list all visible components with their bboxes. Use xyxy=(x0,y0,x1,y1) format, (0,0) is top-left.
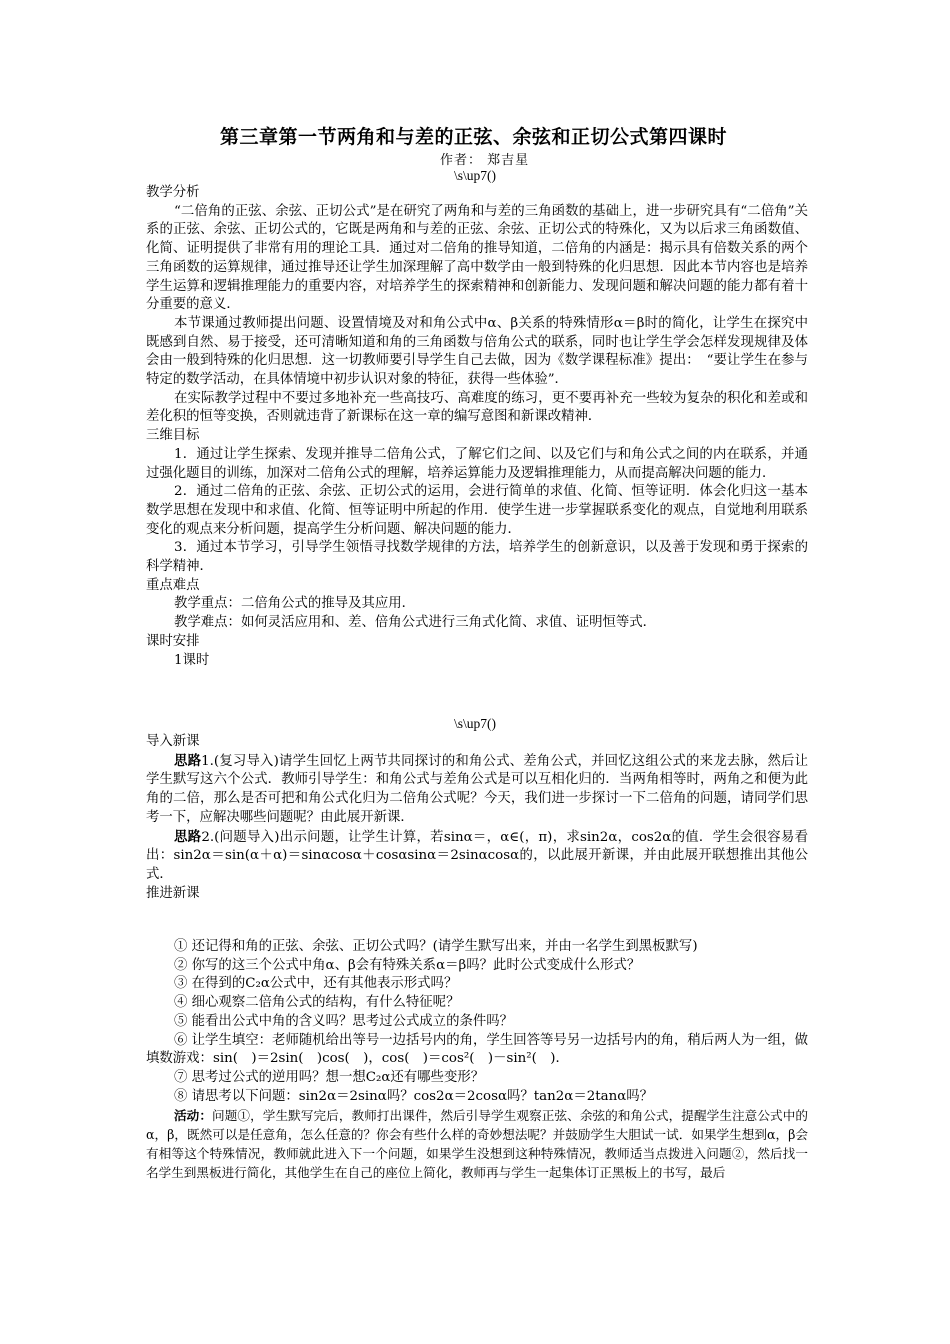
schedule-value: 1课时 xyxy=(174,652,210,668)
idea-label: 思路 xyxy=(174,828,202,845)
activity-text: 问题①，学生默写完后，教师打出课件，然后引导学生观察正弦、余弦的和角公式，提醒学生注意公式中的α，β，既然可以是任意角，怎么任意的？你会有些什么样的奇妙想法呢？并鼓励学生大胆试一试．如果学生想到α，β会有相等这个特殊情况，教师就此进入下一个问题，如果学生没想到这种特殊情况，教师适当点拨进入问题②，然后找一名学生到黑板进行简化，其他学生在自己的座位上简化，教师再与学生一起集体订正黑板上的书写，最后 xyxy=(146,1108,809,1181)
question-item: ⑤ 能看出公式中角的含义吗？思考过公式成立的条件吗？ xyxy=(174,1013,514,1029)
goal-item: 1．通过让学生探索、发现并推导二倍角公式，了解它们之间、以及它们与和角公式之间的内在联系，并通过强化题目的训练，加深对二倍角公式的理解，培养运算能力及逻辑推理能力，从而提高解决问题的能力． xyxy=(146,446,808,481)
idea-2 xyxy=(146,828,808,885)
question-item: ⑥ 让学生填空：老师随机给出等号一边括号内的角，学生回答等号另一边括号内的角，稍后两人为一组，做填数游戏：sin( )＝2sin( )cos( )，cos( )＝cos²( )－sin²( )． xyxy=(146,1032,808,1067)
section-analysis xyxy=(146,184,808,670)
idea-text: 2.(问题导入)出示问题，让学生计算，若sinα＝，α∈(，π)，求sin2α，cos2α的值．学生会很容易看出：sin2α＝sin(α＋α)＝sinαcosα＋cosαsinα＝2sinαcosα的，以此展开新课，并由此展开联想推出其他公式． xyxy=(146,829,808,882)
field-marker: \s\up7() xyxy=(454,168,496,183)
paragraph: “二倍角的正弦、余弦、正切公式”是在研究了两角和与差的三角函数的基础上，进一步研究具有“二倍角”关系的正弦、余弦、正切公式的，它既是两角和与差的正弦、余弦、正切公式的特殊化，又为以后求三角函数值、化简、证明提供了非常有用的理论工具．通过对二倍角的推导知道，二倍角的内涵是：揭示具有倍数关系的两个三角函数的运算规律，通过推导还让学生加深理解了高中数学由一般到特殊的化归思想．因此本节内容也是培养学生运算和逻辑推理能力的重要内容，对培养学生的探索精神和创新能力、发现问题和解决问题的能力都有着十分重要的意义． xyxy=(146,203,808,313)
goal-item: 2．通过二倍角的正弦、余弦、正切公式的运用，会进行简单的求值、化简、恒等证明．体会化归这一基本数学思想在发现中和求值、化简、恒等证明中所起的作用．使学生进一步掌握联系变化的观点，自觉地利用联系变化的观点来分析问题，提高学生分析问题、解决问题的能力． xyxy=(146,484,808,537)
page-title: 第三章第一节两角和与差的正弦、余弦和正切公式第四课时 xyxy=(220,126,728,148)
activity-label: 活动： xyxy=(174,1108,213,1124)
question-item: ① 还记得和角的正弦、余弦、正切公式吗？(请学生默写出来，并由一名学生到黑板默写) xyxy=(174,939,698,954)
section-questions xyxy=(146,938,808,1182)
heading-analysis: 教学分析 xyxy=(146,185,200,200)
paragraph: 在实际教学过程中不要过多地补充一些高技巧、高难度的练习，更不要再补充一些较为复杂的积化和差或和差化积的恒等变换，否则就违背了新课标在这一章的编写意图和新课改精神． xyxy=(146,390,808,425)
heading-key-points: 重点难点 xyxy=(146,577,200,593)
question-item: ③ 在得到的C₂α公式中，还有其他表示形式吗？ xyxy=(174,976,458,992)
idea-1 xyxy=(146,752,808,828)
heading-advance: 推进新课 xyxy=(146,885,200,901)
question-item: ④ 细心观察二倍角公式的结构，有什么特征呢？ xyxy=(174,995,460,1011)
paragraph: 本节课通过教师提出问题、设置情境及对和角公式中α、β关系的特殊情形α＝β时的简化，让学生在探究中既感到自然、易于接受，还可清晰知道和角的三角函数与倍角公式的联系，同时也让学生学会怎样发现规律及体会由一般到特殊的化归思想．这一切教师要引导学生自己去做，因为《数学课程标准》提出： “要让学生在参与特定的数学活动，在具体情境中初步认识对象的特征，获得一些体验”． xyxy=(146,315,808,388)
author: 作者： 郑吉星 xyxy=(440,153,530,168)
question-item: ⑦ 思考过公式的逆用吗？想一想C₂α还有哪些变形？ xyxy=(174,1069,485,1085)
idea-text: 1.(复习导入)请学生回忆上两节共同探讨的和角公式、差角公式，并回忆这组公式的来龙去脉，然后让学生默写这六个公式．教师引导学生：和角公式与差角公式是可以互相化归的．当两角相等时，两角之和便为此角的二倍，那么是否可把和角公式化归为二倍角公式呢？今天，我们进一步探讨一下二倍角的问题，请同学们思考一下，应解决哪些问题呢？由此展开新课． xyxy=(146,753,808,825)
question-item: ② 你写的这三个公式中角α、β会有特殊关系α＝β吗？此时公式变成什么形式？ xyxy=(174,957,641,973)
field-marker: \s\up7() xyxy=(454,716,496,731)
section-intro xyxy=(146,733,808,903)
key-point: 教学重点：二倍角公式的推导及其应用． xyxy=(174,596,416,612)
question-item: ⑧ 请思考以下问题：sin2α＝2sinα吗？cos2α＝2cosα吗？tan2α＝2tanα吗？ xyxy=(174,1088,654,1104)
idea-label: 思路 xyxy=(174,752,202,769)
difficult-point: 教学难点：如何灵活应用和、差、倍角公式进行三角式化简、求值、证明恒等式． xyxy=(174,615,657,631)
heading-intro: 导入新课 xyxy=(146,734,200,749)
activity-paragraph xyxy=(146,1106,808,1182)
goal-item: 3．通过本节学习，引导学生领悟寻找数学规律的方法，培养学生的创新意识，以及善于发现和勇于探索的科学精神． xyxy=(146,540,808,575)
heading-schedule: 课时安排 xyxy=(146,633,200,649)
heading-goals: 三维目标 xyxy=(146,428,200,444)
